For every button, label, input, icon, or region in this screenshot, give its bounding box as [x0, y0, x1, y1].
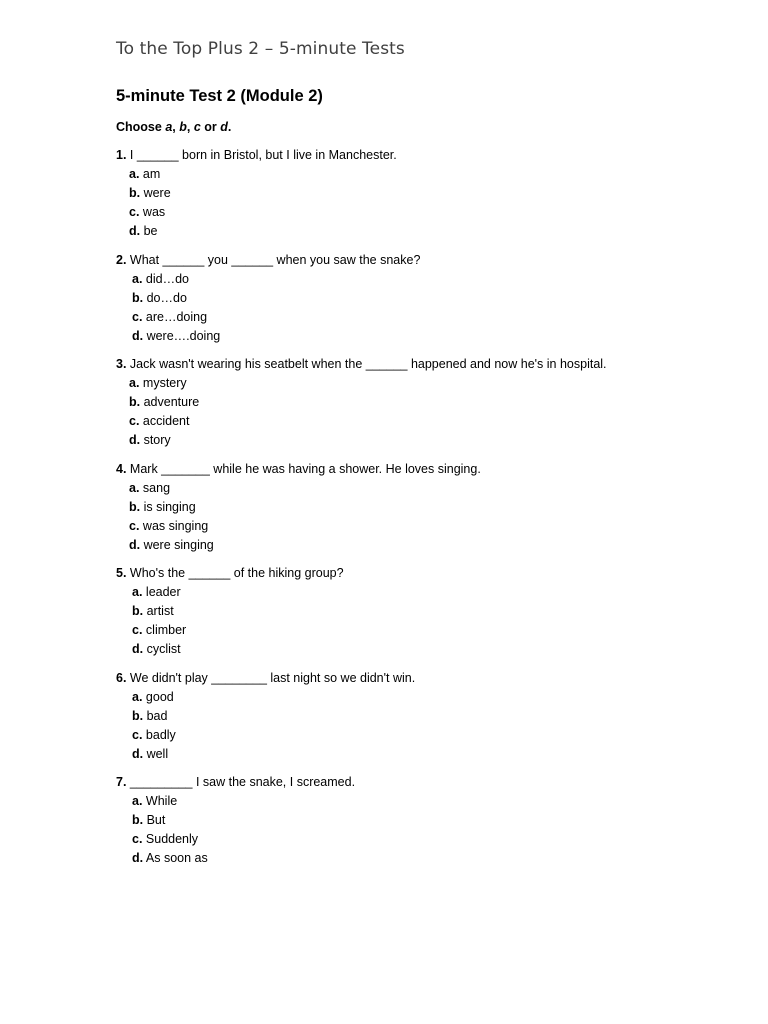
option-letter: c.	[129, 205, 140, 219]
question-text: What ______ you ______ when you saw the snake?	[126, 252, 421, 267]
option-text: did…do	[142, 271, 189, 286]
option-text: As soon as	[143, 851, 208, 865]
question-text: _________ I saw the snake, I screamed.	[126, 775, 356, 789]
option-letter: d.	[132, 851, 144, 865]
option-letter: a.	[132, 271, 143, 286]
question-stem	[116, 146, 736, 165]
option-letter: b.	[132, 290, 144, 305]
instruction-sep-2: ,	[186, 120, 194, 134]
option-text: be	[140, 224, 158, 238]
option-text: While	[142, 794, 178, 808]
option-letter: a.	[132, 794, 143, 808]
option-letter: a.	[129, 167, 140, 181]
option-letter: a.	[132, 689, 143, 704]
question-number: 5.	[116, 566, 127, 580]
option-letter: c.	[132, 832, 143, 846]
option-text: was	[139, 205, 166, 219]
option-d[interactable]	[116, 327, 736, 346]
question-number: 4.	[116, 461, 127, 476]
option-a[interactable]	[116, 792, 736, 811]
question-list	[116, 146, 736, 868]
option-d[interactable]	[116, 745, 736, 764]
option-letter: b.	[132, 708, 144, 723]
question-number: 3.	[116, 357, 127, 371]
question-3	[116, 355, 736, 450]
option-text: am	[139, 167, 161, 181]
option-text: adventure	[140, 395, 200, 409]
question-6	[116, 669, 736, 764]
option-text: mystery	[139, 376, 187, 390]
question-text: I ______ born in Bristol, but I live in Manchester.	[126, 148, 397, 162]
option-a[interactable]	[116, 374, 736, 393]
option-list	[116, 270, 736, 346]
option-b[interactable]	[116, 811, 736, 830]
question-text: Mark _______ while he was having a shower. He loves singing.	[126, 461, 481, 476]
option-text: were	[140, 186, 171, 200]
option-text: do…do	[143, 290, 187, 305]
test-title: 5-minute Test 2 (Module 2)	[116, 87, 323, 105]
option-c[interactable]	[116, 517, 736, 536]
option-text: was singing	[139, 518, 209, 533]
question-number: 2.	[116, 252, 127, 267]
question-spacer	[116, 764, 736, 774]
option-a[interactable]	[116, 583, 736, 602]
question-7	[116, 773, 736, 868]
option-text: climber	[142, 623, 187, 637]
option-letter: d.	[129, 224, 141, 238]
question-text: We didn't play ________ last night so we didn't win.	[126, 670, 416, 685]
option-d[interactable]	[116, 640, 736, 659]
question-5	[116, 564, 736, 659]
option-letter: a.	[129, 376, 140, 390]
option-text: Suddenly	[142, 832, 199, 846]
option-letter: c.	[129, 414, 140, 428]
option-letter: d.	[132, 746, 144, 761]
option-list	[116, 374, 736, 450]
question-1	[116, 146, 736, 241]
option-b[interactable]	[116, 707, 736, 726]
option-b[interactable]	[116, 498, 736, 517]
option-letter: c.	[132, 623, 143, 637]
instruction	[116, 120, 231, 134]
option-b[interactable]	[116, 393, 736, 412]
option-text: badly	[142, 727, 176, 742]
option-text: leader	[142, 585, 181, 599]
option-letter: b.	[129, 499, 141, 514]
question-text: Who's the ______ of the hiking group?	[126, 566, 344, 580]
question-number: 1.	[116, 148, 127, 162]
question-stem	[116, 669, 736, 688]
option-text: is singing	[140, 499, 196, 514]
option-a[interactable]	[116, 165, 736, 184]
question-spacer	[116, 450, 736, 460]
option-list	[116, 479, 736, 555]
question-2	[116, 251, 736, 346]
option-b[interactable]	[116, 184, 736, 203]
option-text: bad	[143, 708, 168, 723]
page-header: To the Top Plus 2 – 5-minute Tests	[116, 39, 405, 59]
option-text: accident	[139, 414, 190, 428]
option-c[interactable]	[116, 621, 736, 640]
option-text: good	[142, 689, 174, 704]
option-letter: a.	[132, 585, 143, 599]
instruction-option-a: a	[165, 120, 173, 134]
option-b[interactable]	[116, 602, 736, 621]
option-d[interactable]	[116, 536, 736, 555]
question-spacer	[116, 241, 736, 251]
instruction-sep-1: ,	[172, 120, 180, 134]
option-letter: d.	[129, 433, 141, 447]
option-letter: a.	[129, 480, 140, 495]
option-d[interactable]	[116, 849, 736, 868]
option-letter: b.	[129, 395, 141, 409]
option-letter: b.	[129, 186, 141, 200]
option-a[interactable]	[116, 688, 736, 707]
instruction-end: .	[227, 120, 232, 134]
option-a[interactable]	[116, 270, 736, 289]
option-letter: c.	[132, 727, 143, 742]
option-text: well	[143, 746, 169, 761]
question-4	[116, 460, 736, 555]
option-c[interactable]	[116, 412, 736, 431]
option-letter: d.	[129, 537, 141, 552]
question-spacer	[116, 555, 736, 565]
option-a[interactable]	[116, 479, 736, 498]
option-d[interactable]	[116, 222, 736, 241]
question-stem	[116, 251, 736, 270]
instruction-prefix: Choose	[116, 120, 166, 134]
option-text: were….doing	[143, 328, 221, 343]
option-text: are…doing	[142, 309, 208, 324]
option-list	[116, 583, 736, 659]
question-number: 6.	[116, 670, 127, 685]
option-c[interactable]	[116, 726, 736, 745]
option-letter: b.	[132, 604, 144, 618]
option-text: sang	[139, 480, 171, 495]
option-list	[116, 165, 736, 241]
question-stem	[116, 460, 736, 479]
question-stem	[116, 355, 736, 374]
instruction-option-b: b	[179, 120, 187, 134]
option-c[interactable]	[116, 203, 736, 222]
option-text: cyclist	[143, 642, 181, 656]
option-letter: c.	[129, 518, 140, 533]
option-letter: b.	[132, 813, 144, 827]
instruction-option-c: c	[193, 120, 201, 134]
option-text: But	[143, 813, 166, 827]
option-text: were singing	[140, 537, 214, 552]
option-letter: d.	[132, 328, 144, 343]
option-text: artist	[143, 604, 174, 618]
option-list	[116, 688, 736, 764]
instruction-option-d: d	[220, 120, 228, 134]
question-number: 7.	[116, 775, 127, 789]
option-text: story	[140, 433, 171, 447]
instruction-or: or	[200, 120, 221, 134]
option-list	[116, 792, 736, 868]
question-stem	[116, 773, 736, 792]
option-d[interactable]	[116, 431, 736, 450]
question-stem	[116, 564, 736, 583]
option-letter: c.	[132, 309, 143, 324]
option-c[interactable]	[116, 308, 736, 327]
question-text: Jack wasn't wearing his seatbelt when the ______ happened and now he's in hospital.	[126, 357, 607, 371]
question-spacer	[116, 659, 736, 669]
option-b[interactable]	[116, 289, 736, 308]
option-letter: d.	[132, 642, 144, 656]
option-c[interactable]	[116, 830, 736, 849]
question-spacer	[116, 346, 736, 356]
